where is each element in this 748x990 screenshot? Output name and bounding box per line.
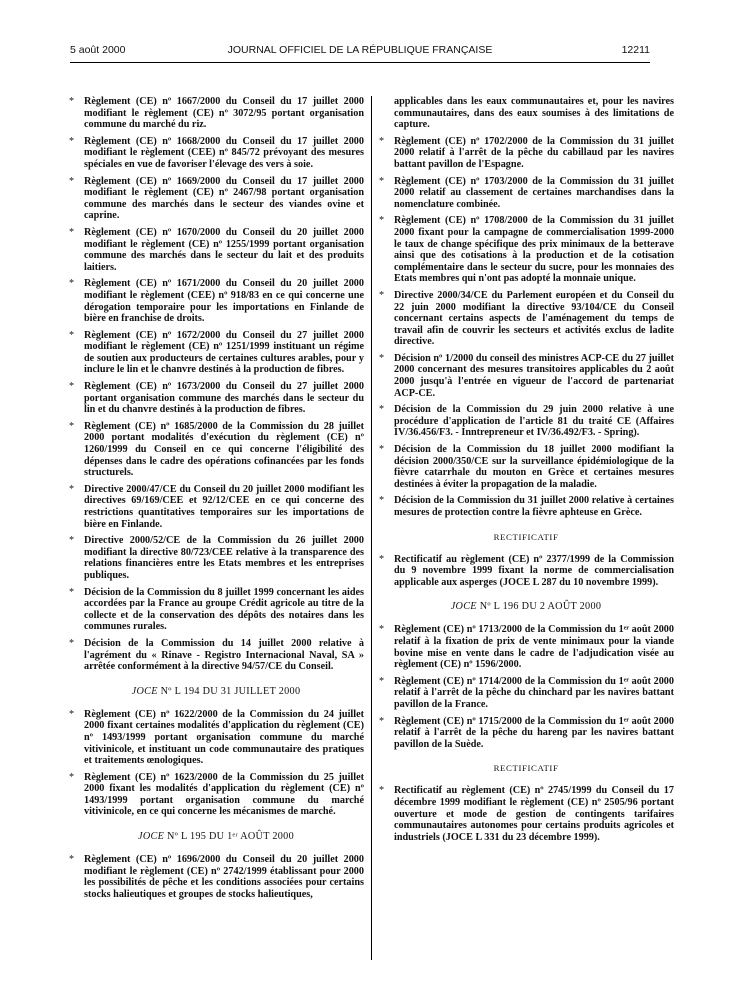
entry-text: applicables dans les eaux communautaires et, pour les navires communautaires, dans des eaux soumises à des limitations de capture.	[394, 96, 674, 131]
entry-text: Règlement (CE) nº 1669/2000 du Conseil du 17 juillet 2000 modifiant le règlement (CE) nº 2467/98 portant organisation commune des marchés dans le secteur des viandes ovine et caprine.	[84, 175, 364, 222]
entry-text: Directive 2000/47/CE du Conseil du 20 juillet 2000 modifiant les directives 69/169/CEE et 92/12/CEE en ce qui concerne des restrictions quantitatives temporaires sur les importations de bière en Finlande.	[84, 483, 364, 530]
section-heading-prefix: JOCE	[131, 685, 158, 697]
asterisk-bullet: *	[379, 135, 385, 147]
asterisk-bullet: *	[69, 329, 75, 341]
entry-text: Règlement (CE) nº 1703/2000 de la Commission du 31 juillet 2000 relatif au classement de certaines marchandises dans la nomenclature combinée.	[394, 175, 674, 210]
entry-text: Règlement (CE) nº 1713/2000 de la Commission du 1ᵉʳ août 2000 relatif à la fixation de prix de vente minimaux pour la viande bovine mise en vente dans le cadre de l'adjudication visée au règlement (CE) nº 1596/2000.	[394, 624, 674, 671]
left-column	[68, 96, 364, 905]
entry-text: Directive 2000/34/CE du Parlement européen et du Conseil du 22 juin 2000 modifiant la directive 93/104/CE du Conseil concernant certains aspects de l'aménagement du temps de travail afin de couvrir les secteurs et activités exclus de ladite directive.	[394, 289, 674, 348]
entry-text: Règlement (CE) nº 1668/2000 du Conseil du 17 juillet 2000 modifiant le règlement (CEE) nº 845/72 prévoyant des mesures spéciales en vue de favoriser l'élevage des vers à soie.	[84, 135, 364, 170]
legal-entry	[68, 227, 364, 273]
section-heading-text: Nº L 194 DU 31 JUILLET 2000	[157, 685, 301, 697]
section-heading	[68, 686, 364, 697]
entry-text: Décision de la Commission du 29 juin 2000 relative à une procédure d'application de l'article 81 du traité CE (Affaires IV/36.456/F3. - Inntrepreneur et IV/36.492/F3. - Spring).	[394, 404, 674, 439]
legal-entry	[378, 624, 674, 670]
legal-entry	[68, 136, 364, 171]
asterisk-bullet: *	[379, 553, 385, 565]
issue-date: 5 août 2000	[70, 44, 126, 56]
asterisk-bullet: *	[69, 708, 75, 720]
section-heading-prefix: JOCE	[138, 831, 165, 843]
entry-text: Règlement (CE) nº 1715/2000 de la Commission du 1ᵉʳ août 2000 relatif à l'arrêt de la pêche du hareng par les navires battant pavillon de la Suède.	[394, 715, 674, 750]
asterisk-bullet: *	[69, 854, 75, 866]
asterisk-bullet: *	[379, 352, 385, 364]
asterisk-bullet: *	[69, 420, 75, 432]
entry-text: Règlement (CE) nº 1673/2000 du Conseil du 27 juillet 2000 portant organisation commune des marchés dans le secteur du lin et du chanvre destinés à la production de fibres.	[84, 381, 364, 416]
journal-title: JOURNAL OFFICIEL DE LA RÉPUBLIQUE FRANÇAISE	[227, 44, 493, 56]
legal-entry	[68, 484, 364, 530]
asterisk-bullet: *	[69, 535, 75, 547]
legal-entry	[68, 278, 364, 324]
legal-entry	[378, 136, 674, 171]
entry-text: Décision de la Commission du 14 juillet 2000 relative à l'agrément du « Rinave - Registro Internacional Naval, SA » arrêtée conformément à la directive 94/57/CE du Conseil.	[84, 637, 364, 673]
legal-entry	[68, 421, 364, 479]
entry-text: Règlement (CE) nº 1622/2000 de la Commission du 24 juillet 2000 fixant certaines modalités d'application du règlement (CE) nº 1493/1999 portant organisation commune du marché vitivinicole, et instituant un code communautaire des pratiques et traitements œnologiques.	[84, 708, 364, 767]
legal-entry	[378, 554, 674, 589]
asterisk-bullet: *	[379, 289, 385, 301]
legal-entry	[68, 381, 364, 416]
legal-entry	[68, 854, 364, 900]
entry-text: Rectificatif au règlement (CE) nº 2745/1999 du Conseil du 17 décembre 1999 modifiant le règlement (CE) nº 2505/96 portant ouverture et mode de gestion de contingents tarifaires communautaires autonomes pour certains produits agricoles et industriels (JOCE L 331 du 23 décembre 1999).	[394, 785, 674, 843]
entry-text: Rectificatif au règlement (CE) nº 2377/1999 de la Commission du 9 novembre 1999 fixant la norme de commercialisation applicable aux asperges (JOCE L 287 du 10 novembre 1999).	[394, 553, 674, 588]
rectificatif-heading: RECTIFICATIF	[493, 531, 559, 542]
legal-entry	[378, 676, 674, 711]
legal-entry	[68, 638, 364, 673]
legal-entry	[68, 709, 364, 767]
legal-entry	[68, 176, 364, 222]
entry-text: Décision nº 1/2000 du conseil des ministres ACP-CE du 27 juillet 2000 concernant des mesures transitoires applicables du 2 août 2000 jusqu'à l'entrée en vigueur de l'accord de partenariat ACP-CE.	[394, 352, 674, 399]
page-number: 12211	[621, 44, 650, 56]
asterisk-bullet: *	[69, 96, 75, 107]
page-header	[70, 44, 650, 58]
entry-text: Règlement (CE) nº 1696/2000 du Conseil du 20 juillet 2000 modifiant le règlement (CE) nº 2742/1999 établissant pour 2000 les possibilités de pêche et les conditions associées pour certains stocks halieutiques et groupes de stocks halieutiques,	[84, 854, 364, 900]
asterisk-bullet: *	[69, 381, 75, 393]
asterisk-bullet: *	[379, 444, 385, 456]
section-heading	[378, 601, 674, 612]
right-column	[378, 96, 674, 848]
entry-text: Règlement (CE) nº 1708/2000 de la Commission du 31 juillet 2000 fixant pour la campagne de commercialisation 1999-2000 le taux de change spécifique des prix minimaux de la betterave ainsi que des cotisations à la production et de la cotisation complémentaire dans le secteur du sucre, pour les monnaies des Etats membres qui n'ont pas adopté la monnaie unique.	[394, 215, 674, 285]
entry-text: Règlement (CE) nº 1671/2000 du Conseil du 20 juillet 2000 modifiant le règlement (CEE) nº 918/83 en ce qui concerne une dérogation temporaire pour les importations en Finlande de bière en franchise de droits.	[84, 278, 364, 325]
legal-entry	[378, 215, 674, 285]
asterisk-bullet: *	[69, 175, 75, 187]
entry-text: Règlement (CE) nº 1623/2000 de la Commission du 25 juillet 2000 fixant les modalités d'application du règlement (CE) nº 1493/1999 portant organisation commune du marché vitivinicole, en ce qui concerne les mécanismes de marché.	[84, 771, 364, 818]
legal-entry	[68, 772, 364, 818]
asterisk-bullet: *	[69, 135, 75, 147]
entry-text: Règlement (CE) nº 1685/2000 de la Commission du 28 juillet 2000 portant modalités d'exécution du règlement (CE) nº 1260/1999 du Conseil en ce qui concerne l'éligibilité des dépenses dans le cadre des opérations cofinancées par les fonds structurels.	[84, 420, 364, 479]
asterisk-bullet: *	[69, 226, 75, 238]
asterisk-bullet: *	[379, 715, 385, 727]
legal-entry	[68, 587, 364, 633]
entry-text: Décision de la Commission du 8 juillet 1999 concernant les aides accordées par la France au groupe Crédit agricole au titre de la collecte et de la conservation des dépôts des notaires dans les communes rurales.	[84, 586, 364, 633]
legal-entry	[378, 353, 674, 399]
legal-entry	[378, 785, 674, 843]
legal-entry	[378, 404, 674, 439]
section-heading-text: Nº L 196 DU 2 AOÛT 2000	[476, 601, 602, 613]
asterisk-bullet: *	[379, 495, 385, 507]
asterisk-bullet: *	[69, 771, 75, 783]
rectificatif-heading: RECTIFICATIF	[493, 763, 559, 774]
entry-continuation	[378, 96, 674, 131]
asterisk-bullet: *	[379, 785, 385, 797]
section-heading-prefix: JOCE	[450, 601, 477, 613]
column-divider	[371, 96, 372, 960]
section-heading-text: Nº L 195 DU 1ᵉʳ AOÛT 2000	[164, 831, 294, 843]
asterisk-bullet: *	[379, 624, 385, 636]
entry-text: Règlement (CE) nº 1702/2000 de la Commission du 31 juillet 2000 relatif à l'arrêt de la pêche du cabillaud par les navires battant pavillon de l'Espagne.	[394, 135, 674, 170]
legal-entry	[68, 96, 364, 131]
entry-text: Règlement (CE) nº 1667/2000 du Conseil du 17 juillet 2000 modifiant le règlement (CE) nº 3072/95 portant organisation commune du marché du riz.	[84, 96, 364, 131]
entry-text: Règlement (CE) nº 1670/2000 du Conseil du 20 juillet 2000 modifiant le règlement (CE) nº 1255/1999 portant organisation commune des marchés dans le secteur du lait et des produits laitiers.	[84, 226, 364, 273]
asterisk-bullet: *	[379, 675, 385, 687]
section-heading	[68, 831, 364, 842]
asterisk-bullet: *	[69, 278, 75, 290]
entry-text: Décision de la Commission du 18 juillet 2000 modifiant la décision 2000/350/CE sur la surveillance épidémiologique de la fièvre catarrhale du mouton en Grèce et certaines mesures destinées à éviter la propagation de la maladie.	[394, 444, 674, 490]
entry-text: Décision de la Commission du 31 juillet 2000 relative à certaines mesures de protection contre la fièvre aphteuse en Grèce.	[394, 495, 674, 518]
legal-entry	[68, 330, 364, 376]
entry-text: Directive 2000/52/CE de la Commission du 26 juillet 2000 modifiant la directive 80/723/CEE relative à la transparence des relations financières entre les Etats membres et les entreprises publiques.	[84, 535, 364, 581]
legal-entry	[378, 495, 674, 518]
legal-entry	[68, 535, 364, 581]
legal-entry	[378, 290, 674, 348]
legal-entry	[378, 176, 674, 211]
asterisk-bullet: *	[379, 175, 385, 187]
asterisk-bullet: *	[69, 483, 75, 495]
asterisk-bullet: *	[379, 404, 385, 416]
header-rule	[70, 62, 650, 63]
legal-entry	[378, 716, 674, 751]
asterisk-bullet: *	[379, 215, 385, 227]
entry-text: Règlement (CE) nº 1714/2000 de la Commission du 1ᵉʳ août 2000 relatif à l'arrêt de la pêche du chinchard par les navires battant pavillon de la France.	[394, 675, 674, 710]
legal-entry	[378, 444, 674, 490]
asterisk-bullet: *	[69, 637, 75, 649]
asterisk-bullet: *	[69, 586, 75, 598]
entry-text: Règlement (CE) nº 1672/2000 du Conseil du 27 juillet 2000 modifiant le règlement (CE) nº 1251/1999 instituant un régime de soutien aux producteurs de certaines cultures arables, pour y inclure le lin et le chanvre destinés à la production de fibres.	[84, 329, 364, 376]
